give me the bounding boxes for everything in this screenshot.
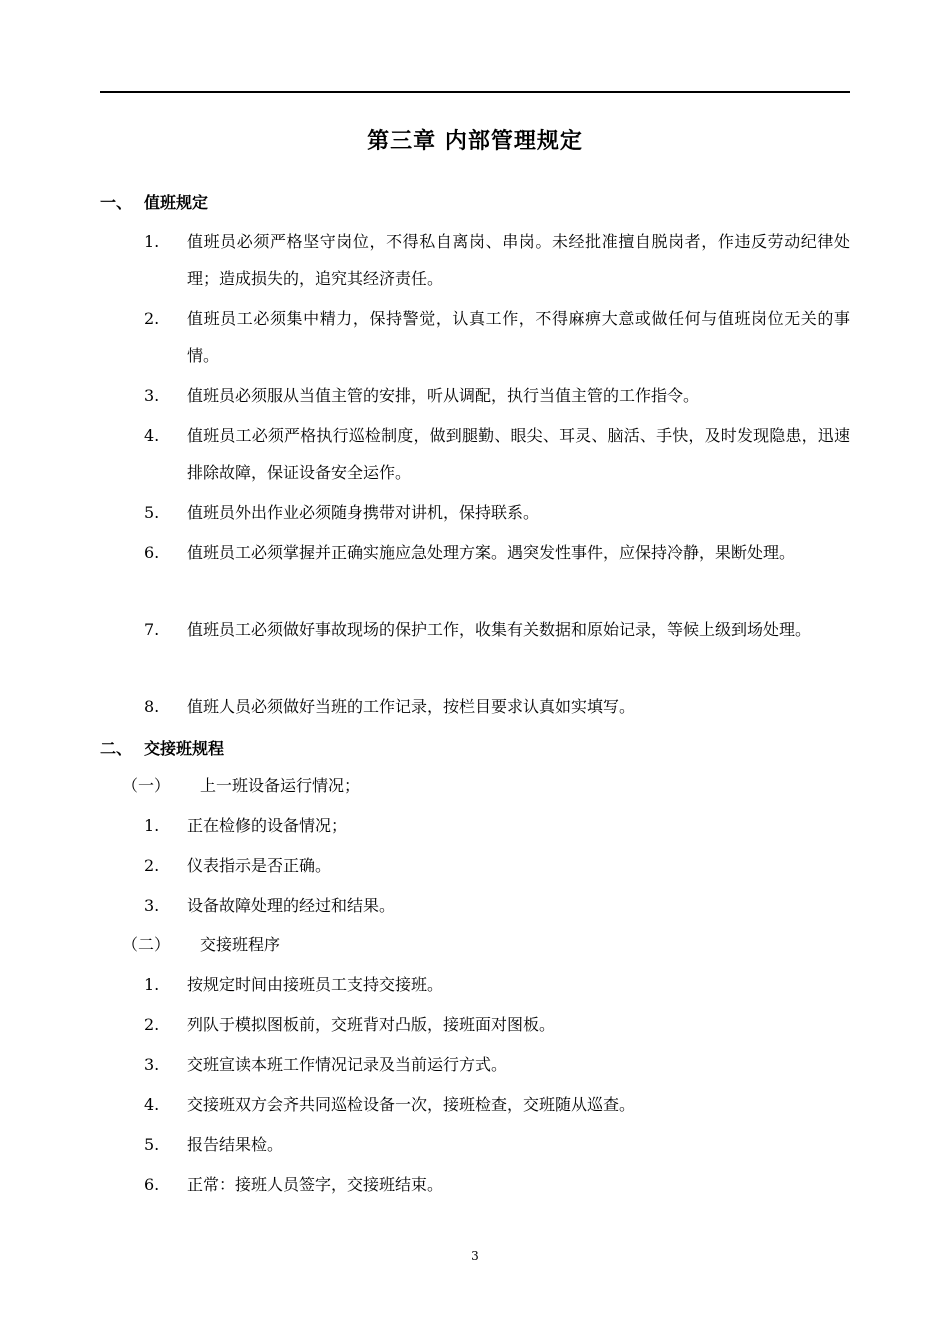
item-text: 正常：接班人员签字，交接班结束。 [187,1175,444,1194]
list-item [144,966,850,1003]
subsection-heading [122,767,360,804]
list-item [144,887,850,924]
item-number: 3. [144,1055,160,1074]
item-number: 3. [144,386,160,405]
item-text: 值班员工必须掌握并正确实施应急处理方案。遇突发性事件，应保持冷静，果断处理。 [187,543,796,562]
item-number: 5. [144,503,160,522]
item-number: 3. [144,896,160,915]
list-item [144,1126,850,1163]
list-item [144,1006,850,1043]
item-number: 8. [144,697,160,716]
item-text: 值班员外出作业必须随身携带对讲机，保持联系。 [187,503,540,522]
item-text: 交班宣读本班工作情况记录及当前运行方式。 [187,1055,508,1074]
item-number: 7. [144,620,160,639]
item-text: 正在检修的设备情况； [187,816,348,835]
section-title: 交接班规程 [144,739,225,758]
item-number: 6. [144,543,160,562]
section-heading-shift-handover [100,736,224,759]
item-number: 4. [144,426,160,445]
item-text: 值班员工必须做好事故现场的保护工作，收集有关数据和原始记录，等候上级到场处理。 [187,620,812,639]
item-text: 值班员必须服从当值主管的安排，听从调配，执行当值主管的工作指令。 [187,386,700,405]
list-item [144,1086,850,1123]
list-item [144,534,850,571]
item-text: 报告结果检。 [187,1135,284,1154]
item-text: 仪表指示是否正确。 [187,856,332,875]
section-number: 一、 [100,193,133,212]
chapter-title: 第三章 内部管理规定 [367,129,583,154]
section-number: 二、 [100,739,133,758]
item-text: 值班人员必须做好当班的工作记录，按栏目要求认真如实填写。 [187,697,636,716]
page-number: 3 [471,1249,479,1263]
list-item [144,1046,850,1083]
item-text: 值班员工必须严格执行巡检制度，做到腿勤、眼尖、耳灵、脑活、手快，及时发现隐患，迅速排除故障，保证设备安全运作。 [187,426,850,482]
item-text: 按规定时间由接班员工支持交接班。 [187,975,444,994]
item-number: 1. [144,232,160,251]
list-item [144,223,850,297]
subsection-title: 上一班设备运行情况； [200,776,361,795]
list-item [144,807,850,844]
item-number: 4. [144,1095,160,1114]
list-item [144,1166,850,1203]
section-title: 值班规定 [144,193,209,212]
subsection-title: 交接班程序 [200,935,281,954]
item-number: 2. [144,856,160,875]
item-text: 交接班双方会齐共同巡检设备一次，接班检查，交班随从巡查。 [187,1095,636,1114]
item-text: 值班员必须严格坚守岗位，不得私自离岗、串岗。未经批准擅自脱岗者，作违反劳动纪律处理；造成损失的，追究其经济责任。 [187,232,850,288]
section-heading-duty-rules [100,190,208,213]
item-number: 1. [144,816,160,835]
item-number: 6. [144,1175,160,1194]
item-text: 值班员工必须集中精力，保持警觉，认真工作，不得麻痹大意或做任何与值班岗位无关的事情。 [187,309,850,365]
item-number: 2. [144,309,160,328]
subsection-heading [122,926,280,963]
item-number: 1. [144,975,160,994]
list-item [144,688,850,725]
item-number: 5. [144,1135,160,1154]
list-item [144,377,850,414]
item-text: 设备故障处理的经过和结果。 [187,896,396,915]
item-number: 2. [144,1015,160,1034]
item-text: 列队于模拟图板前，交班背对凸版，接班面对图板。 [187,1015,556,1034]
subsection-label: （一） [122,776,171,795]
list-item [144,611,850,648]
list-item [144,847,850,884]
header-rule [100,91,850,93]
list-item [144,300,850,374]
subsection-label: （二） [122,935,171,954]
list-item [144,417,850,491]
list-item [144,494,850,531]
